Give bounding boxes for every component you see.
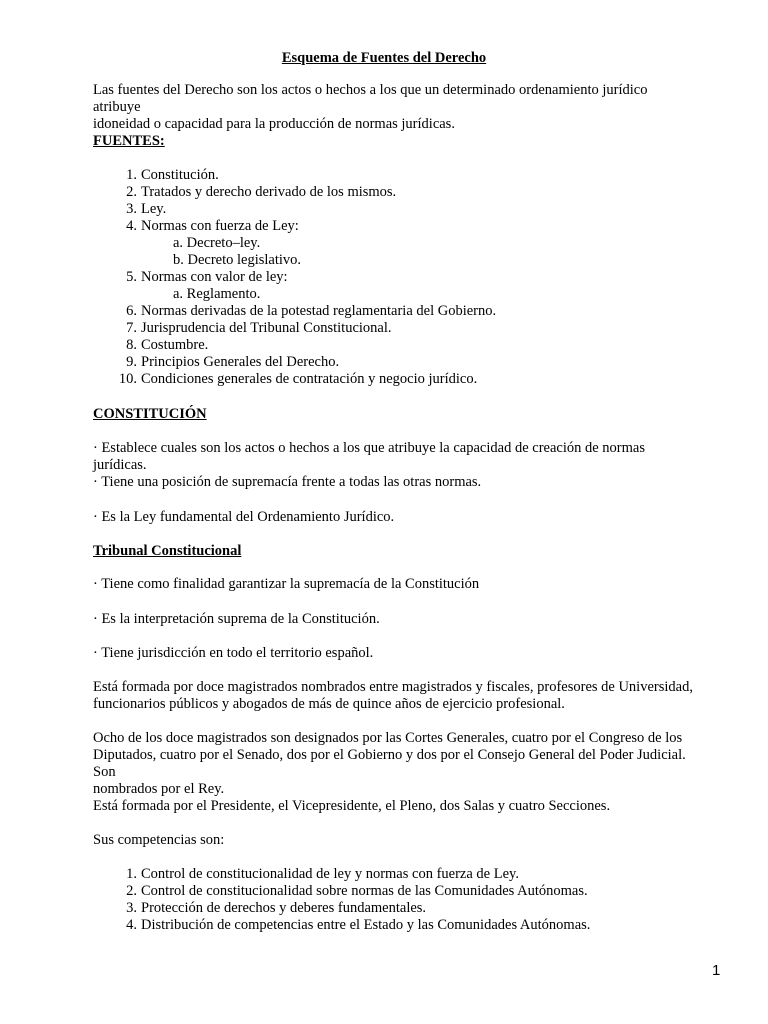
fuentes-sublist xyxy=(93,286,693,303)
constitucion-heading: CONSTITUCIÓN xyxy=(93,406,207,422)
intro-paragraph xyxy=(93,82,693,133)
tribunal-heading: Tribunal Constitucional xyxy=(93,543,242,559)
document-title: Esquema de Fuentes del Derecho xyxy=(281,50,487,66)
tribunal-bullet: · Tiene como finalidad garantizar la supremacía de la Constitución xyxy=(93,576,480,592)
tribunal-paragraph xyxy=(93,730,693,798)
list-item: 10. Condiciones generales de contratación y negocio jurídico. xyxy=(118,371,478,387)
page-number: 1 xyxy=(712,962,721,979)
fuentes-sublist xyxy=(93,235,693,269)
list-item: 1. Control de constitucionalidad de ley y normas con fuerza de Ley. xyxy=(126,866,519,882)
list-item: 3. Protección de derechos y deberes fundamentales. xyxy=(126,900,427,916)
list-item: 4. Normas con fuerza de Ley: xyxy=(126,218,299,234)
intro-line: idoneidad o capacidad para la producción de normas jurídicas. xyxy=(93,116,455,132)
list-item: 8. Costumbre. xyxy=(126,337,209,353)
paragraph-line: Diputados, cuatro por el Senado, dos por el Gobierno y dos por el Consejo General del Poder Judicial. Son xyxy=(93,747,686,780)
tribunal-paragraph: Está formada por el Presidente, el Vicepresidente, el Pleno, dos Salas y cuatro Secciones. xyxy=(93,798,611,814)
competencias-intro: Sus competencias son: xyxy=(93,832,225,848)
fuentes-list xyxy=(93,303,693,388)
competencias-list xyxy=(93,866,693,934)
paragraph-line: nombrados por el Rey. xyxy=(93,781,225,797)
tribunal-bullet: · Es la interpretación suprema de la Constitución. xyxy=(93,611,380,627)
tribunal-paragraph xyxy=(93,679,693,713)
fuentes-list xyxy=(93,269,693,286)
fuentes-heading: FUENTES: xyxy=(93,133,165,149)
paragraph-line: Está formada por doce magistrados nombrados entre magistrados y fiscales, profesores de Universidad, xyxy=(93,679,693,695)
list-item: 9. Principios Generales del Derecho. xyxy=(126,354,340,370)
constitucion-bullet: · Es la Ley fundamental del Ordenamiento Jurídico. xyxy=(93,509,395,525)
sublist-item: a. Reglamento. xyxy=(173,286,261,302)
tribunal-bullet: · Tiene jurisdicción en todo el territorio español. xyxy=(93,645,374,661)
list-item: 2. Control de constitucionalidad sobre normas de las Comunidades Autónomas. xyxy=(126,883,588,899)
list-item: 7. Jurisprudencia del Tribunal Constitucional. xyxy=(126,320,392,336)
fuentes-list-container xyxy=(93,167,693,388)
list-item: 3. Ley. xyxy=(126,201,167,217)
constitucion-bullet: · Establece cuales son los actos o hechos a los que atribuye la capacidad de creación de normas jurídicas. xyxy=(93,440,645,473)
paragraph-line: funcionarios públicos y abogados de más de quince años de ejercicio profesional. xyxy=(93,696,565,712)
competencias-list-container xyxy=(93,866,693,934)
paragraph-line: Ocho de los doce magistrados son designados por las Cortes Generales, cuatro por el Congreso de los xyxy=(93,730,683,746)
list-item: 5. Normas con valor de ley: xyxy=(126,269,288,285)
list-item: 6. Normas derivadas de la potestad reglamentaria del Gobierno. xyxy=(126,303,497,319)
list-item: 2. Tratados y derecho derivado de los mismos. xyxy=(126,184,397,200)
list-item: 1. Constitución. xyxy=(126,167,219,183)
fuentes-list xyxy=(93,167,693,235)
sublist-item: a. Decreto–ley. xyxy=(173,235,261,251)
intro-line: Las fuentes del Derecho son los actos o hechos a los que un determinado ordenamiento jurídico atribuye xyxy=(93,82,648,115)
sublist-item: b. Decreto legislativo. xyxy=(173,252,302,268)
constitucion-bullet: · Tiene una posición de supremacía frente a todas las otras normas. xyxy=(93,474,482,490)
list-item: 4. Distribución de competencias entre el Estado y las Comunidades Autónomas. xyxy=(126,917,591,933)
